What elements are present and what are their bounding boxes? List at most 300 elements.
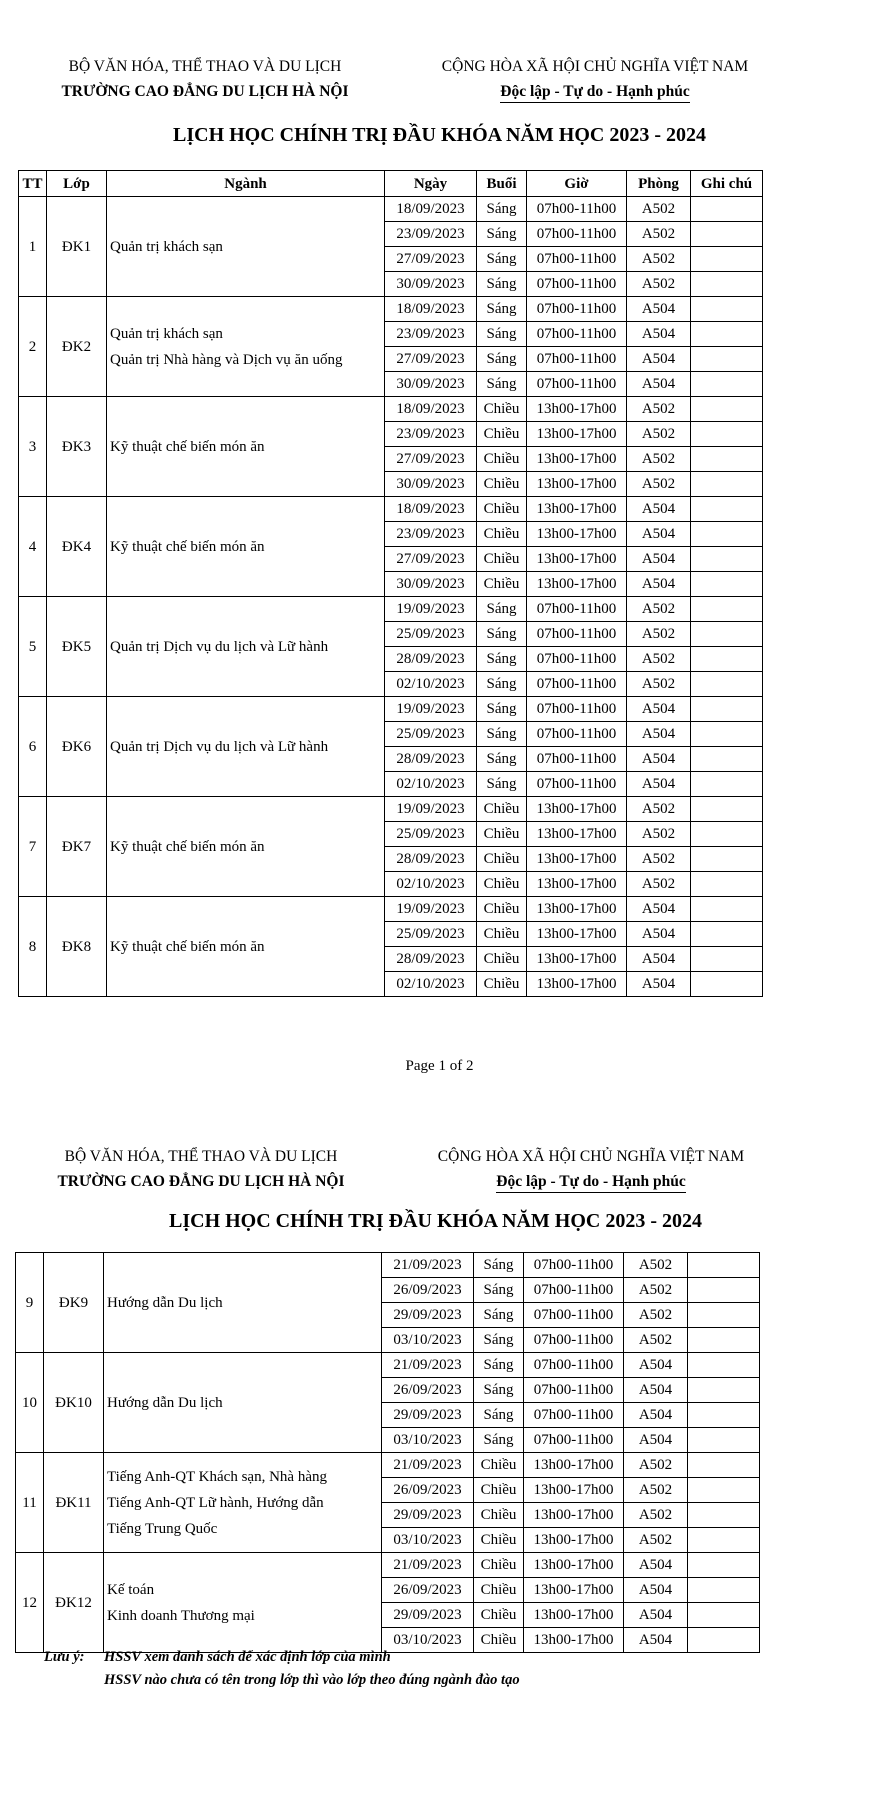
nganh-line: Quản trị khách sạn (110, 238, 223, 255)
cell-phong: A504 (627, 722, 691, 747)
cell-phong: A504 (624, 1553, 688, 1578)
cell-ngay: 27/09/2023 (385, 247, 477, 272)
school-name: TRƯỜNG CAO ĐẲNG DU LỊCH HÀ NỘI (57, 1173, 345, 1190)
cell-gio: 07h00-11h00 (527, 697, 627, 722)
cell-ghichu (688, 1603, 760, 1628)
cell-gio: 07h00-11h00 (524, 1428, 624, 1453)
nganh-line: Quản trị Dịch vụ du lịch và Lữ hành (110, 638, 329, 655)
cell-gio: 13h00-17h00 (527, 897, 627, 922)
cell-buoi: Sáng (474, 1378, 524, 1403)
cell-phong: A504 (627, 572, 691, 597)
cell-ghichu (688, 1278, 760, 1303)
cell-ghichu (691, 222, 763, 247)
cell-gio: 07h00-11h00 (527, 622, 627, 647)
cell-phong: A504 (627, 372, 691, 397)
cell-ngay: 18/09/2023 (385, 197, 477, 222)
cell-phong: A504 (627, 747, 691, 772)
cell-buoi: Sáng (474, 1253, 524, 1278)
table-row (19, 397, 763, 422)
cell-phong: A504 (627, 347, 691, 372)
cell-ngay: 25/09/2023 (385, 822, 477, 847)
cell-gio: 07h00-11h00 (524, 1378, 624, 1403)
cell-phong: A504 (627, 922, 691, 947)
cell-phong: A502 (627, 222, 691, 247)
motto: Độc lập - Tự do - Hạnh phúc (496, 1171, 685, 1193)
cell-phong: A502 (624, 1278, 688, 1303)
cell-tt: 5 (19, 597, 47, 697)
cell-ngay: 21/09/2023 (382, 1353, 474, 1378)
header-right-2 (376, 1144, 806, 1194)
page-title-2: LỊCH HỌC CHÍNH TRỊ ĐẦU KHÓA NĂM HỌC 2023 - 2024 (169, 1210, 702, 1232)
cell-gio: 07h00-11h00 (527, 672, 627, 697)
cell-gio: 07h00-11h00 (527, 272, 627, 297)
cell-ghichu (691, 547, 763, 572)
cell-ngay: 19/09/2023 (385, 597, 477, 622)
cell-lop: ĐK1 (47, 197, 107, 297)
cell-ngay: 18/09/2023 (385, 497, 477, 522)
cell-gio: 13h00-17h00 (524, 1528, 624, 1553)
cell-gio: 07h00-11h00 (524, 1278, 624, 1303)
cell-gio: 07h00-11h00 (524, 1303, 624, 1328)
cell-phong: A504 (627, 697, 691, 722)
cell-ghichu (691, 422, 763, 447)
nganh-line: Kỹ thuật chế biến món ăn (110, 938, 265, 955)
table-row (19, 797, 763, 822)
cell-buoi: Chiều (477, 572, 527, 597)
cell-gio: 07h00-11h00 (527, 372, 627, 397)
cell-buoi: Sáng (477, 372, 527, 397)
cell-buoi: Chiều (477, 972, 527, 997)
cell-ghichu (691, 747, 763, 772)
ministry-name: BỘ VĂN HÓA, THỂ THAO VÀ DU LỊCH (68, 58, 342, 75)
cell-gio: 07h00-11h00 (527, 222, 627, 247)
cell-buoi: Sáng (474, 1403, 524, 1428)
cell-nganh (107, 497, 385, 597)
cell-gio: 13h00-17h00 (524, 1578, 624, 1603)
cell-ghichu (691, 897, 763, 922)
cell-ngay: 28/09/2023 (385, 947, 477, 972)
cell-nganh (107, 697, 385, 797)
cell-ngay: 25/09/2023 (385, 722, 477, 747)
cell-tt: 9 (16, 1253, 44, 1353)
page-title: LỊCH HỌC CHÍNH TRỊ ĐẦU KHÓA NĂM HỌC 2023 - 2024 (173, 124, 706, 146)
cell-ghichu (691, 647, 763, 672)
cell-buoi: Chiều (477, 897, 527, 922)
cell-ghichu (691, 497, 763, 522)
cell-ghichu (691, 572, 763, 597)
cell-ghichu (691, 197, 763, 222)
cell-ghichu (691, 472, 763, 497)
cell-gio: 13h00-17h00 (524, 1478, 624, 1503)
table-row (19, 897, 763, 922)
note-label: Lưu ý: (44, 1649, 85, 1665)
motto: Độc lập - Tự do - Hạnh phúc (500, 81, 689, 103)
nganh-line: Kỹ thuật chế biến món ăn (110, 538, 265, 555)
cell-buoi: Chiều (477, 797, 527, 822)
cell-ngay: 03/10/2023 (382, 1328, 474, 1353)
ministry-name: BỘ VĂN HÓA, THỂ THAO VÀ DU LỊCH (64, 1148, 338, 1165)
cell-gio: 13h00-17h00 (527, 522, 627, 547)
cell-ngay: 21/09/2023 (382, 1253, 474, 1278)
cell-phong: A504 (627, 297, 691, 322)
cell-ghichu (688, 1378, 760, 1403)
cell-phong: A502 (627, 472, 691, 497)
cell-nganh (104, 1553, 382, 1653)
cell-gio: 13h00-17h00 (527, 497, 627, 522)
col-nganh: Ngành (107, 171, 385, 197)
cell-nganh (107, 297, 385, 397)
cell-buoi: Chiều (477, 872, 527, 897)
cell-buoi: Sáng (474, 1328, 524, 1353)
cell-buoi: Sáng (477, 772, 527, 797)
cell-ghichu (691, 722, 763, 747)
cell-phong: A504 (627, 772, 691, 797)
cell-ghichu (691, 622, 763, 647)
col-ngay: Ngày (385, 171, 477, 197)
cell-ngay: 19/09/2023 (385, 797, 477, 822)
table-row (19, 297, 763, 322)
cell-ghichu (688, 1503, 760, 1528)
cell-buoi: Sáng (477, 672, 527, 697)
table-row (19, 597, 763, 622)
cell-gio: 13h00-17h00 (527, 947, 627, 972)
cell-ghichu (691, 872, 763, 897)
cell-ghichu (691, 947, 763, 972)
cell-buoi: Sáng (477, 697, 527, 722)
page-number: Page 1 of 2 (405, 1058, 474, 1074)
cell-phong: A504 (624, 1628, 688, 1653)
cell-lop: ĐK8 (47, 897, 107, 997)
table-row (16, 1353, 760, 1378)
cell-ngay: 28/09/2023 (385, 847, 477, 872)
cell-phong: A504 (624, 1578, 688, 1603)
cell-tt: 8 (19, 897, 47, 997)
cell-phong: A502 (627, 447, 691, 472)
cell-ghichu (688, 1403, 760, 1428)
cell-ngay: 26/09/2023 (382, 1578, 474, 1603)
cell-ghichu (691, 797, 763, 822)
cell-gio: 13h00-17h00 (527, 547, 627, 572)
cell-buoi: Chiều (474, 1453, 524, 1478)
col-ghichu: Ghi chú (691, 171, 763, 197)
table-row (16, 1553, 760, 1578)
cell-buoi: Chiều (477, 497, 527, 522)
cell-ghichu (691, 697, 763, 722)
cell-gio: 13h00-17h00 (527, 572, 627, 597)
cell-phong: A504 (627, 547, 691, 572)
cell-phong: A504 (627, 897, 691, 922)
school-name: TRƯỜNG CAO ĐẲNG DU LỊCH HÀ NỘI (61, 83, 349, 100)
cell-ngay: 29/09/2023 (382, 1403, 474, 1428)
cell-gio: 13h00-17h00 (527, 922, 627, 947)
table-row (19, 197, 763, 222)
cell-nganh (107, 897, 385, 997)
cell-phong: A502 (627, 197, 691, 222)
cell-gio: 07h00-11h00 (527, 197, 627, 222)
nganh-line: Tiếng Anh-QT Lữ hành, Hướng dẫn (107, 1494, 324, 1511)
cell-ngay: 23/09/2023 (385, 322, 477, 347)
cell-lop: ĐK6 (47, 697, 107, 797)
cell-phong: A504 (624, 1378, 688, 1403)
cell-phong: A502 (627, 422, 691, 447)
cell-ngay: 21/09/2023 (382, 1453, 474, 1478)
cell-ghichu (691, 672, 763, 697)
cell-gio: 13h00-17h00 (524, 1503, 624, 1528)
cell-buoi: Chiều (477, 822, 527, 847)
cell-buoi: Chiều (474, 1628, 524, 1653)
cell-gio: 13h00-17h00 (527, 472, 627, 497)
cell-buoi: Chiều (474, 1578, 524, 1603)
cell-lop: ĐK4 (47, 497, 107, 597)
cell-gio: 07h00-11h00 (524, 1253, 624, 1278)
cell-gio: 13h00-17h00 (527, 397, 627, 422)
cell-ngay: 26/09/2023 (382, 1278, 474, 1303)
cell-ngay: 02/10/2023 (385, 672, 477, 697)
cell-gio: 13h00-17h00 (527, 847, 627, 872)
cell-ghichu (688, 1353, 760, 1378)
nganh-line: Kỹ thuật chế biến món ăn (110, 838, 265, 855)
cell-ghichu (688, 1478, 760, 1503)
cell-phong: A504 (624, 1403, 688, 1428)
cell-phong: A502 (627, 672, 691, 697)
nganh-line: Kinh doanh Thương mại (107, 1607, 255, 1624)
cell-tt: 3 (19, 397, 47, 497)
cell-lop: ĐK2 (47, 297, 107, 397)
republic-name: CỘNG HÒA XÃ HỘI CHỦ NGHĨA VIỆT NAM (437, 1148, 745, 1165)
cell-tt: 10 (16, 1353, 44, 1453)
cell-phong: A502 (624, 1478, 688, 1503)
cell-phong: A502 (627, 872, 691, 897)
cell-ngay: 30/09/2023 (385, 572, 477, 597)
cell-ghichu (691, 322, 763, 347)
cell-gio: 13h00-17h00 (527, 822, 627, 847)
cell-ngay: 18/09/2023 (385, 397, 477, 422)
cell-phong: A502 (624, 1453, 688, 1478)
cell-phong: A502 (627, 797, 691, 822)
cell-ghichu (691, 972, 763, 997)
cell-ngay: 19/09/2023 (385, 897, 477, 922)
cell-buoi: Sáng (477, 622, 527, 647)
nganh-line: Kỹ thuật chế biến món ăn (110, 438, 265, 455)
cell-phong: A502 (624, 1503, 688, 1528)
note-line-2: HSSV nào chưa có tên trong lớp thì vào lớp theo đúng ngành đào tạo (104, 1672, 520, 1688)
cell-ghichu (688, 1328, 760, 1353)
cell-lop: ĐK11 (44, 1453, 104, 1553)
cell-ghichu (688, 1553, 760, 1578)
cell-ngay: 30/09/2023 (385, 272, 477, 297)
cell-ghichu (691, 597, 763, 622)
cell-ngay: 23/09/2023 (385, 422, 477, 447)
cell-buoi: Chiều (477, 947, 527, 972)
cell-lop: ĐK10 (44, 1353, 104, 1453)
cell-gio: 07h00-11h00 (527, 647, 627, 672)
cell-ngay: 29/09/2023 (382, 1503, 474, 1528)
cell-ngay: 29/09/2023 (382, 1303, 474, 1328)
cell-ngay: 29/09/2023 (382, 1603, 474, 1628)
nganh-line: Hướng dẫn Du lịch (107, 1294, 223, 1311)
cell-buoi: Chiều (477, 397, 527, 422)
nganh-line: Tiếng Anh-QT Khách sạn, Nhà hàng (107, 1468, 327, 1485)
cell-phong: A504 (627, 972, 691, 997)
cell-buoi: Chiều (474, 1478, 524, 1503)
cell-buoi: Sáng (477, 222, 527, 247)
header-left-2 (26, 1144, 376, 1194)
table-row (19, 497, 763, 522)
note-line-1: HSSV xem danh sách để xác định lớp của mình (104, 1649, 391, 1665)
cell-buoi: Chiều (474, 1503, 524, 1528)
nganh-line: Tiếng Trung Quốc (107, 1520, 218, 1537)
cell-buoi: Sáng (477, 347, 527, 372)
cell-gio: 13h00-17h00 (527, 422, 627, 447)
cell-ngay: 02/10/2023 (385, 772, 477, 797)
cell-gio: 07h00-11h00 (524, 1353, 624, 1378)
cell-phong: A502 (624, 1328, 688, 1353)
cell-gio: 07h00-11h00 (527, 772, 627, 797)
cell-ngay: 25/09/2023 (385, 622, 477, 647)
cell-tt: 7 (19, 797, 47, 897)
cell-ghichu (688, 1428, 760, 1453)
cell-gio: 07h00-11h00 (527, 722, 627, 747)
cell-ngay: 03/10/2023 (382, 1528, 474, 1553)
cell-ghichu (688, 1303, 760, 1328)
cell-ngay: 28/09/2023 (385, 647, 477, 672)
cell-lop: ĐK3 (47, 397, 107, 497)
cell-ghichu (691, 922, 763, 947)
cell-gio: 13h00-17h00 (527, 797, 627, 822)
cell-gio: 13h00-17h00 (527, 972, 627, 997)
nganh-line: Hướng dẫn Du lịch (107, 1394, 223, 1411)
cell-ngay: 27/09/2023 (385, 447, 477, 472)
nganh-line: Quản trị Dịch vụ du lịch và Lữ hành (110, 738, 329, 755)
cell-ghichu (691, 772, 763, 797)
republic-name: CỘNG HÒA XÃ HỘI CHỦ NGHĨA VIỆT NAM (441, 58, 749, 75)
cell-ghichu (691, 447, 763, 472)
cell-phong: A502 (627, 397, 691, 422)
table-row (16, 1253, 760, 1278)
nganh-line: Quản trị khách sạn (110, 325, 223, 342)
cell-ngay: 21/09/2023 (382, 1553, 474, 1578)
cell-buoi: Sáng (477, 597, 527, 622)
cell-gio: 07h00-11h00 (527, 347, 627, 372)
cell-phong: A504 (627, 947, 691, 972)
cell-buoi: Sáng (477, 722, 527, 747)
cell-tt: 6 (19, 697, 47, 797)
cell-ngay: 18/09/2023 (385, 297, 477, 322)
cell-buoi: Sáng (477, 297, 527, 322)
cell-buoi: Sáng (477, 647, 527, 672)
cell-ghichu (691, 522, 763, 547)
cell-phong: A504 (627, 322, 691, 347)
cell-buoi: Chiều (477, 422, 527, 447)
cell-buoi: Chiều (474, 1528, 524, 1553)
cell-buoi: Chiều (477, 547, 527, 572)
cell-phong: A502 (624, 1303, 688, 1328)
cell-ghichu (691, 297, 763, 322)
cell-nganh (107, 397, 385, 497)
cell-gio: 07h00-11h00 (527, 297, 627, 322)
cell-ngay: 25/09/2023 (385, 922, 477, 947)
cell-ghichu (691, 247, 763, 272)
cell-buoi: Sáng (477, 247, 527, 272)
cell-gio: 13h00-17h00 (524, 1628, 624, 1653)
cell-phong: A504 (624, 1428, 688, 1453)
cell-gio: 13h00-17h00 (524, 1603, 624, 1628)
schedule-table-2 (15, 1252, 760, 1653)
cell-ngay: 30/09/2023 (385, 372, 477, 397)
cell-buoi: Chiều (477, 522, 527, 547)
cell-tt: 2 (19, 297, 47, 397)
cell-phong: A502 (624, 1253, 688, 1278)
cell-phong: A504 (624, 1603, 688, 1628)
cell-ngay: 28/09/2023 (385, 747, 477, 772)
cell-ghichu (691, 822, 763, 847)
cell-nganh (104, 1453, 382, 1553)
cell-buoi: Sáng (477, 322, 527, 347)
cell-ghichu (688, 1253, 760, 1278)
nganh-line: Quản trị Nhà hàng và Dịch vụ ăn uống (110, 351, 343, 368)
cell-ghichu (688, 1578, 760, 1603)
cell-ghichu (691, 397, 763, 422)
cell-ghichu (691, 347, 763, 372)
cell-nganh (107, 797, 385, 897)
cell-ghichu (688, 1628, 760, 1653)
cell-ngay: 30/09/2023 (385, 472, 477, 497)
cell-ghichu (688, 1453, 760, 1478)
cell-gio: 13h00-17h00 (524, 1453, 624, 1478)
cell-lop: ĐK9 (44, 1253, 104, 1353)
cell-ngay: 02/10/2023 (385, 872, 477, 897)
cell-gio: 07h00-11h00 (524, 1328, 624, 1353)
table-row (19, 697, 763, 722)
cell-buoi: Sáng (474, 1278, 524, 1303)
cell-gio: 13h00-17h00 (527, 447, 627, 472)
cell-nganh (104, 1253, 382, 1353)
cell-phong: A502 (627, 597, 691, 622)
cell-tt: 4 (19, 497, 47, 597)
cell-buoi: Sáng (474, 1353, 524, 1378)
cell-buoi: Chiều (477, 847, 527, 872)
schedule-table-1 (18, 170, 763, 997)
col-tt: TT (19, 171, 47, 197)
cell-ngay: 02/10/2023 (385, 972, 477, 997)
cell-nganh (107, 197, 385, 297)
header-right (380, 54, 810, 104)
cell-gio: 13h00-17h00 (524, 1553, 624, 1578)
cell-phong: A502 (627, 247, 691, 272)
cell-nganh (104, 1353, 382, 1453)
cell-phong: A502 (627, 272, 691, 297)
cell-ghichu (691, 847, 763, 872)
cell-ngay: 03/10/2023 (382, 1428, 474, 1453)
cell-tt: 1 (19, 197, 47, 297)
cell-gio: 07h00-11h00 (527, 597, 627, 622)
table-row (16, 1453, 760, 1478)
cell-phong: A504 (624, 1353, 688, 1378)
cell-ngay: 27/09/2023 (385, 347, 477, 372)
cell-buoi: Sáng (477, 272, 527, 297)
cell-ghichu (688, 1528, 760, 1553)
cell-buoi: Sáng (474, 1428, 524, 1453)
cell-tt: 11 (16, 1453, 44, 1553)
cell-tt: 12 (16, 1553, 44, 1653)
cell-ngay: 03/10/2023 (382, 1628, 474, 1653)
header-left (30, 54, 380, 104)
cell-buoi: Chiều (474, 1603, 524, 1628)
cell-buoi: Sáng (474, 1303, 524, 1328)
cell-phong: A502 (627, 847, 691, 872)
cell-buoi: Chiều (477, 922, 527, 947)
cell-ngay: 19/09/2023 (385, 697, 477, 722)
